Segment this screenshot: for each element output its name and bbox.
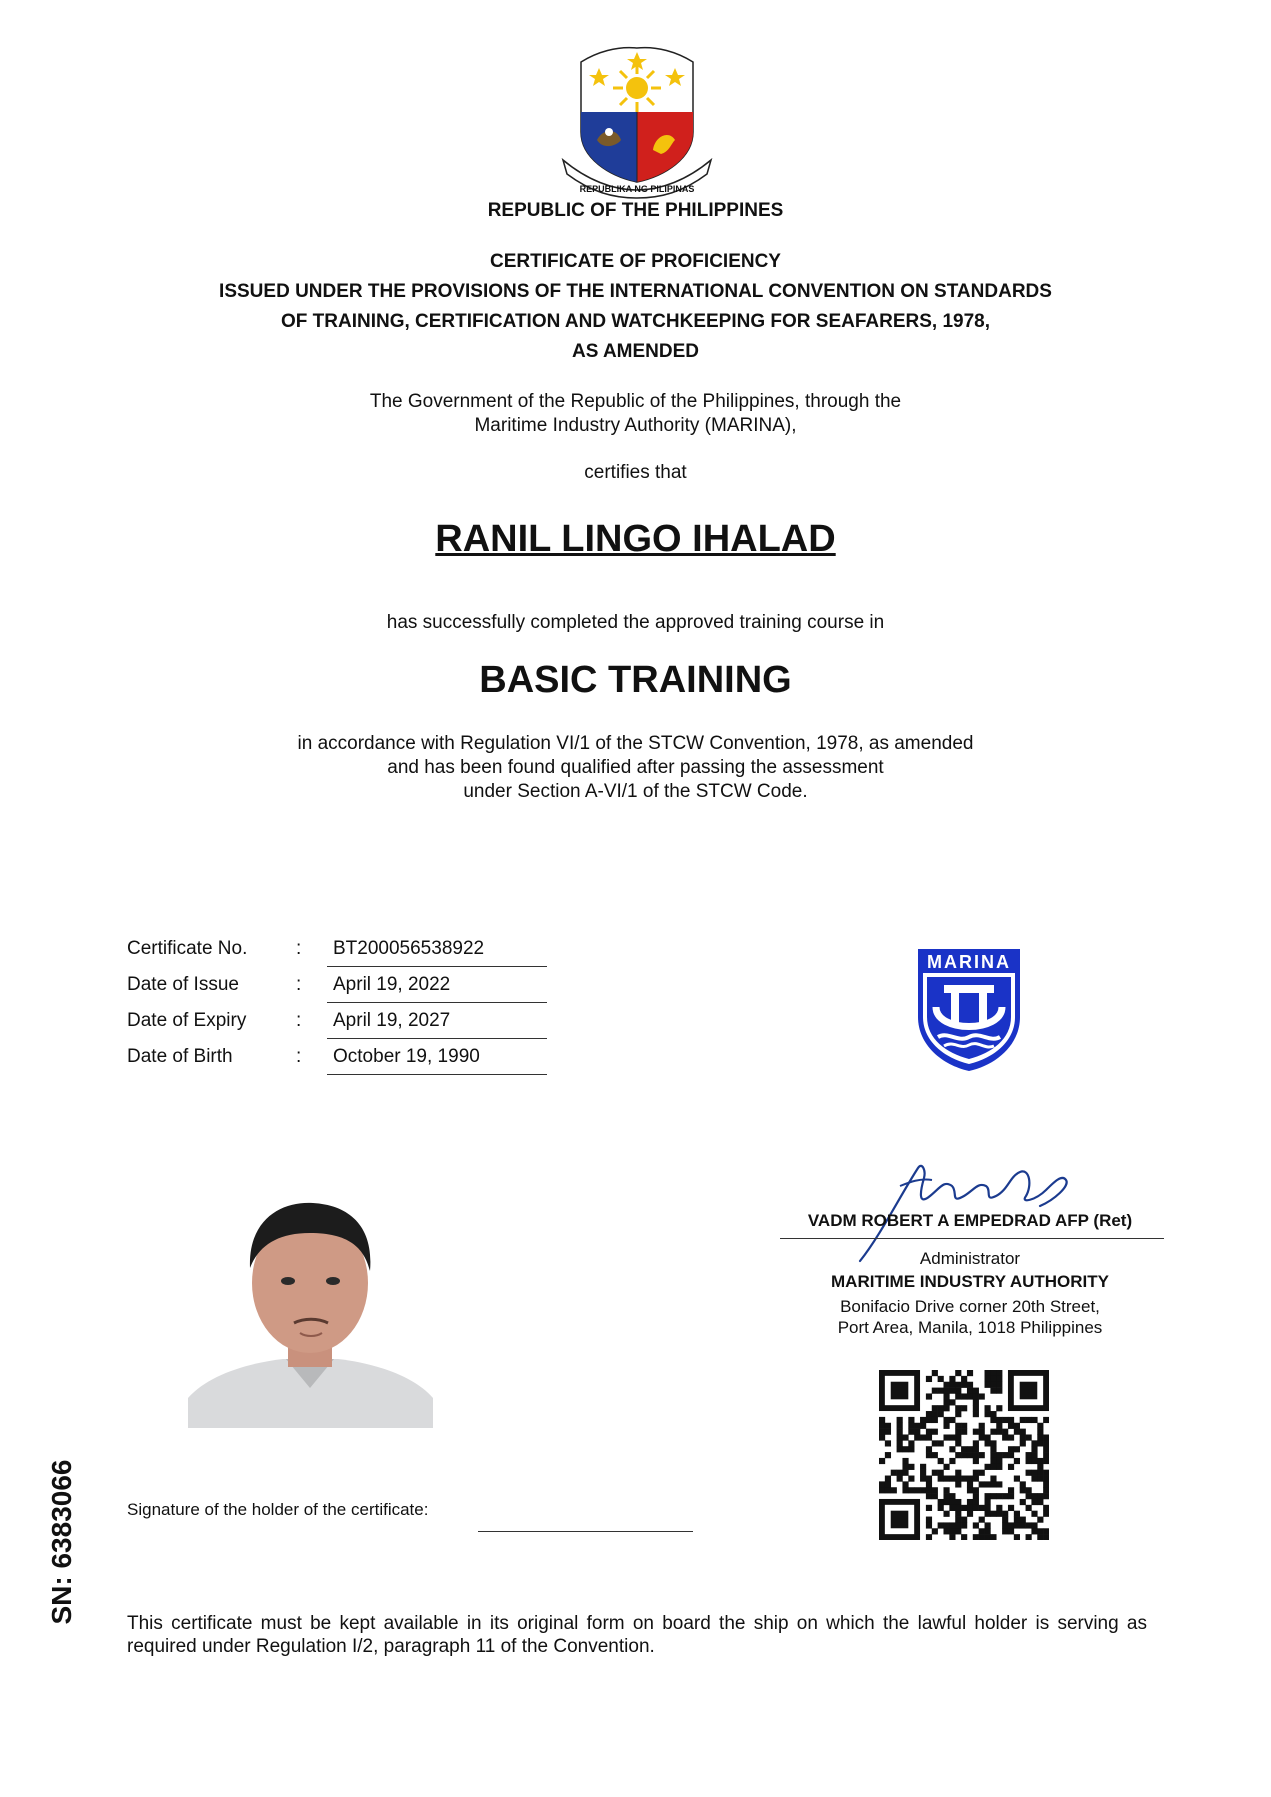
field-label: Date of Birth — [127, 1046, 233, 1067]
regulation-statement — [0, 732, 1271, 804]
field-label: Date of Issue — [127, 974, 239, 995]
government-line-2: Maritime Industry Authority (MARINA), — [474, 415, 797, 436]
field-value: BT200056538922 — [327, 938, 547, 967]
regulation-line-1: in accordance with Regulation VI/1 of the STCW Convention, 1978, as amended — [297, 733, 974, 754]
field-separator: : — [296, 1010, 302, 1031]
holder-name: RANIL LINGO IHALAD — [435, 518, 836, 560]
field-value: April 19, 2022 — [327, 974, 547, 1003]
certifies-text: certifies that — [584, 462, 687, 483]
administrator-name: VADM ROBERT A EMPEDRAD AFP (Ret) — [807, 1211, 1133, 1230]
coat-of-arms-seal — [557, 40, 717, 200]
field-label: Date of Expiry — [127, 1010, 247, 1031]
government-statement — [0, 390, 1271, 438]
authority-address — [780, 1296, 1160, 1338]
holder-signature-label: Signature of the holder of the certificate: — [127, 1500, 429, 1519]
regulation-line-3: under Section A-VI/1 of the STCW Code. — [463, 781, 808, 802]
field-value: April 19, 2027 — [327, 1010, 547, 1039]
field-value: October 19, 1990 — [327, 1046, 547, 1075]
footer-notice: This certificate must be kept available in its original form on board the ship on which the lawful holder is serving as required under Regulation I/2, paragraph 11 of the Convention. — [127, 1613, 1147, 1657]
marina-logo-text: MARINA — [927, 952, 1011, 972]
seal-text: REPUBLIKA NG PILIPINAS — [579, 184, 695, 194]
government-line-1: The Government of the Republic of the Philippines, through the — [369, 391, 902, 412]
qr-code[interactable] — [879, 1370, 1049, 1540]
convention-line-2: OF TRAINING, CERTIFICATION AND WATCHKEEPING FOR SEAFARERS, 1978, — [280, 311, 991, 332]
authority-name: MARITIME INDUSTRY AUTHORITY — [831, 1272, 1109, 1291]
serial-number: SN: 6383066 — [46, 1459, 77, 1625]
holder-photo — [188, 1183, 433, 1428]
field-separator: : — [296, 974, 302, 995]
certificate-title: CERTIFICATE OF PROFICIENCY — [490, 251, 781, 272]
regulation-line-2: and has been found qualified after passing the assessment — [387, 757, 884, 778]
administrator-signature-line — [780, 1238, 1164, 1239]
republic-heading: REPUBLIC OF THE PHILIPPINES — [487, 200, 784, 221]
address-line-1: Bonifacio Drive corner 20th Street, — [840, 1297, 1100, 1316]
convention-line-1: ISSUED UNDER THE PROVISIONS OF THE INTERNATIONAL CONVENTION ON STANDARDS — [219, 281, 1052, 302]
field-label: Certificate No. — [127, 938, 248, 959]
certificate-title-block — [0, 247, 1271, 367]
holder-signature-line — [478, 1531, 693, 1532]
convention-line-3: AS AMENDED — [571, 341, 700, 362]
course-title: BASIC TRAINING — [479, 659, 792, 701]
administrator-title: Administrator — [919, 1249, 1021, 1268]
address-line-2: Port Area, Manila, 1018 Philippines — [837, 1318, 1103, 1337]
field-separator: : — [296, 1046, 302, 1067]
completion-text: has successfully completed the approved training course in — [386, 612, 885, 633]
field-separator: : — [296, 938, 302, 959]
marina-logo — [914, 945, 1024, 1075]
